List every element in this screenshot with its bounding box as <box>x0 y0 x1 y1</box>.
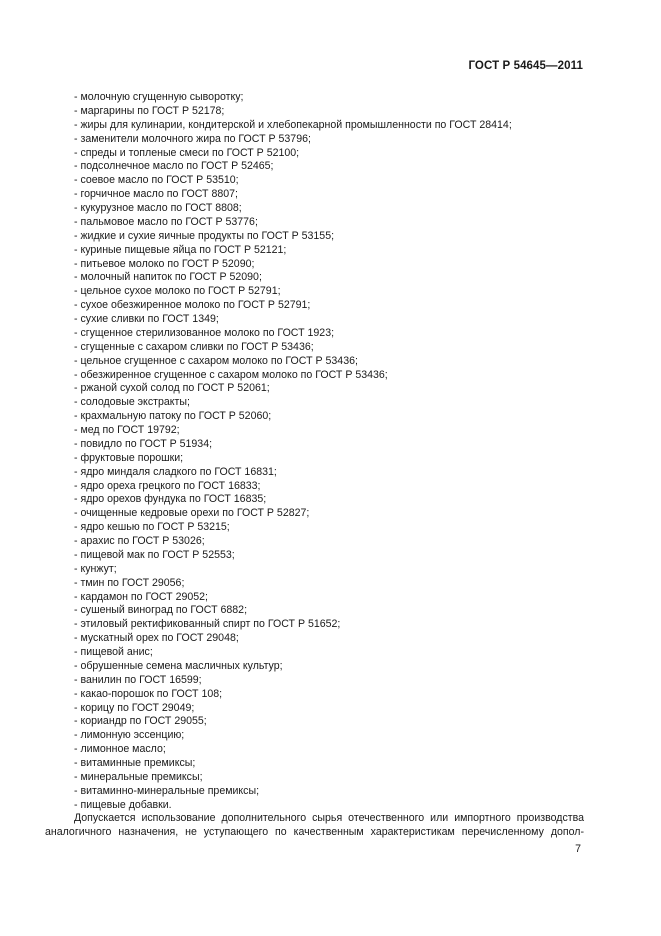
list-item: - крахмальную патоку по ГОСТ Р 52060; <box>74 410 272 423</box>
list-item: - мед по ГОСТ 19792; <box>74 424 180 436</box>
list-item: - фруктовые порошки; <box>74 451 184 464</box>
list-item: - кукурузное масло по ГОСТ 8808; <box>74 202 242 214</box>
list-item: - очищенные кедровые орехи по ГОСТ Р 52827; <box>74 507 310 520</box>
list-item: - обрушенные семена масличных культур; <box>74 659 283 672</box>
list-item: - витаминные премиксы; <box>74 757 196 769</box>
list-item: - пищевой анис; <box>74 646 153 658</box>
list-item: - корицу по ГОСТ 29049; <box>74 701 195 714</box>
list-item: - обезжиренное сгущенное с сахаром молоко по ГОСТ Р 53436; <box>74 368 388 381</box>
list-item: - сгущенное стерилизованное молоко по ГОСТ 1923; <box>74 326 335 339</box>
list-item: - какао-порошок по ГОСТ 108; <box>74 687 223 700</box>
list-item: - ржаной сухой солод по ГОСТ Р 52061; <box>74 382 270 395</box>
list-item: - кардамон по ГОСТ 29052; <box>74 590 208 603</box>
list-item: - соевое масло по ГОСТ Р 53510; <box>74 174 239 187</box>
list-item: - спреды и топленые смеси по ГОСТ Р 52100; <box>74 146 300 159</box>
list-item: - минеральные премиксы; <box>74 770 203 783</box>
list-item: - пищевые добавки. <box>74 798 172 811</box>
page-number: 7 <box>575 843 581 855</box>
list-item: - ядро ореха грецкого по ГОСТ 16833; <box>74 479 261 492</box>
list-item: - солодовые экстракты; <box>74 396 190 409</box>
list-item: - витаминно-минеральные премиксы; <box>74 784 260 797</box>
list-item: - жидкие и сухие яичные продукты по ГОСТ Р 53155; <box>74 229 335 242</box>
ingredient-list <box>74 91 512 813</box>
list-item: - молочную сгущенную сыворотку; <box>74 91 244 103</box>
list-item: - ядро миндаля сладкого по ГОСТ 16831; <box>74 465 277 478</box>
list-item: - кунжут; <box>74 562 117 575</box>
list-item: - сушеный виноград по ГОСТ 6882; <box>74 604 248 617</box>
list-item: - жиры для кулинарии, кондитерской и хлебопекарной промышленности по ГОСТ 28414; <box>74 118 512 131</box>
list-item: - питьевое молоко по ГОСТ Р 52090; <box>74 257 255 270</box>
list-item: - горчичное масло по ГОСТ 8807; <box>74 188 238 201</box>
list-item: - ядро кешью по ГОСТ Р 53215; <box>74 521 230 534</box>
list-item: - сухое обезжиренное молоко по ГОСТ Р 52791; <box>74 299 311 312</box>
list-item: - пищевой мак по ГОСТ Р 52553; <box>74 548 235 561</box>
body-paragraph <box>45 811 584 839</box>
list-item: - мускатный орех по ГОСТ 29048; <box>74 632 239 645</box>
list-item: - маргарины по ГОСТ Р 52178; <box>74 104 225 117</box>
list-item: - заменители молочного жира по ГОСТ Р 53796; <box>74 132 311 145</box>
standard-header: ГОСТ Р 54645—2011 <box>468 60 583 72</box>
list-item: - этиловый ректификованный спирт по ГОСТ Р 51652; <box>74 618 341 631</box>
list-item: - сухие сливки по ГОСТ 1349; <box>74 313 219 325</box>
list-item: - арахис по ГОСТ Р 53026; <box>74 535 205 547</box>
paragraph-line-2: аналогичного назначения, не уступающего по качественным характеристикам перечисленному допол- <box>45 826 584 838</box>
list-item: - молочный напиток по ГОСТ Р 52090; <box>74 271 262 284</box>
list-item: - цельное сухое молоко по ГОСТ Р 52791; <box>74 285 281 298</box>
list-item: - кориандр по ГОСТ 29055; <box>74 715 207 728</box>
list-item: - лимонную эссенцию; <box>74 729 185 742</box>
list-item: - лимонное масло; <box>74 743 166 756</box>
list-item: - сгущенные с сахаром сливки по ГОСТ Р 53436; <box>74 340 314 353</box>
list-item: - подсолнечное масло по ГОСТ Р 52465; <box>74 160 274 173</box>
list-item: - пальмовое масло по ГОСТ Р 53776; <box>74 215 258 228</box>
list-item: - цельное сгущенное с сахаром молоко по ГОСТ Р 53436; <box>74 354 358 367</box>
paragraph-line-1: Допускается использование дополнительного сырья отечественного или импортного производства <box>74 812 584 824</box>
list-item: - повидло по ГОСТ Р 51934; <box>74 437 213 450</box>
list-item: - ванилин по ГОСТ 16599; <box>74 673 202 686</box>
list-item: - куриные пищевые яйца по ГОСТ Р 52121; <box>74 243 287 256</box>
list-item: - ядро орехов фундука по ГОСТ 16835; <box>74 493 267 506</box>
list-item: - тмин по ГОСТ 29056; <box>74 576 185 589</box>
